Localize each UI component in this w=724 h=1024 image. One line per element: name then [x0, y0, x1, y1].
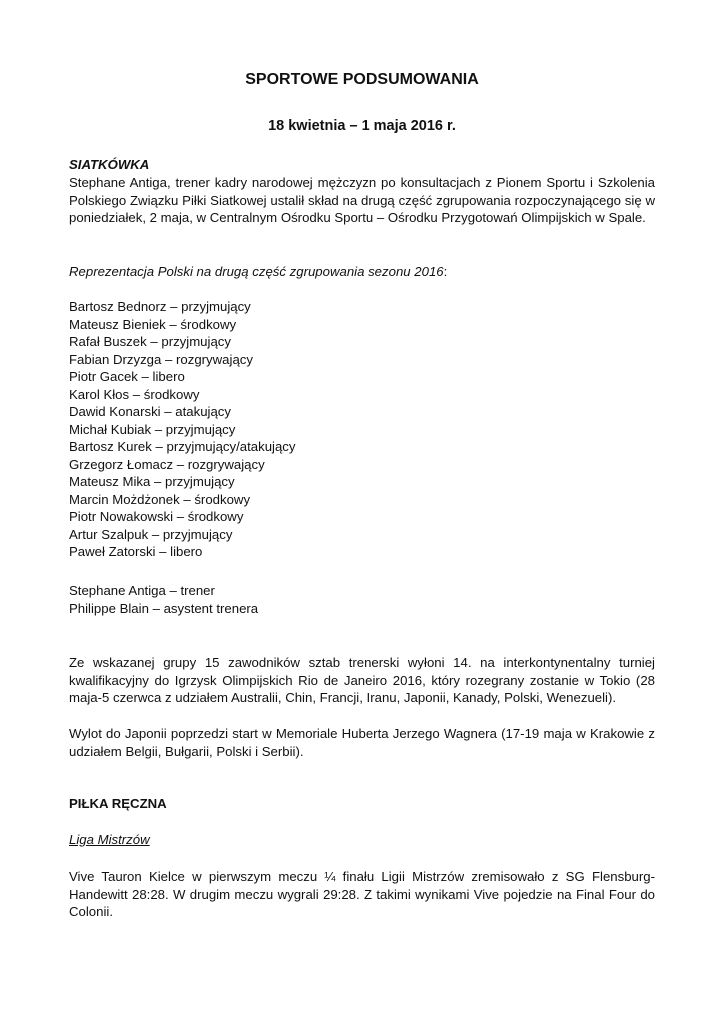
list-item: Artur Szalpuk – przyjmujący	[69, 526, 233, 542]
handball-paragraph: Vive Tauron Kielce w pierwszym meczu ¼ finału Ligii Mistrzów zremisowało z SG Flensburg-Handewitt 28:28. W drugim meczu wygrali 29:28. Z takimi wynikami Vive pojedzie na Final Four do Colonii.	[69, 869, 655, 919]
player-list	[69, 298, 295, 561]
date-range: 18 kwietnia – 1 maja 2016 r.	[268, 118, 456, 134]
section-heading-volleyball: SIATKÓWKA	[69, 157, 150, 172]
squad-heading-suffix: :	[443, 264, 448, 279]
list-item: Fabian Drzyzga – rozgrywający	[69, 351, 253, 367]
subsection-heading-champions-league: Liga Mistrzów	[69, 832, 150, 847]
list-item: Grzegorz Łomacz – rozgrywający	[69, 456, 265, 472]
list-item: Paweł Zatorski – libero	[69, 544, 203, 559]
list-item: Piotr Gacek – libero	[69, 369, 185, 384]
list-item: Michał Kubiak – przyjmujący	[69, 421, 236, 437]
qualification-paragraph: Ze wskazanej grupy 15 zawodników sztab trenerski wyłoni 14. na interkontynentalny turniej kwalifikacyjny do Igrzysk Olimpijskich Rio de Janeiro 2016, który rozegrany zostanie w Tokio (28 maja-5 czerwca z udziałem Australii, Chin, Francji, Iranu, Japonii, Kanady, Polski, Wenezueli).	[69, 655, 655, 705]
volleyball-intro-paragraph: Stephane Antiga, trener kadry narodowej mężczyzn po konsultacjach z Pionem Sportu i Szkolenia Polskiego Związku Piłki Siatkowej ustalił skład na drugą część zgrupowania rozpoczynającego się w poniedziałek, 2 maja, w Centralnym Ośrodku Sportu – Ośrodku Przygotowań Olimpijskich w Spale.	[69, 175, 655, 225]
list-item: Karol Kłos – środkowy	[69, 386, 200, 402]
memorial-paragraph: Wylot do Japonii poprzedzi start w Memoriale Huberta Jerzego Wagnera (17-19 maja w Krakowie z udziałem Belgii, Bułgarii, Polski i Serbii).	[69, 726, 655, 759]
list-item: Philippe Blain – asystent trenera	[69, 600, 259, 616]
staff-list	[69, 582, 258, 617]
list-item: Bartosz Kurek – przyjmujący/atakujący	[69, 439, 296, 454]
list-item: Marcin Możdżonek – środkowy	[69, 491, 251, 507]
list-item: Piotr Nowakowski – środkowy	[69, 509, 244, 524]
list-item: Mateusz Mika – przyjmujący	[69, 474, 235, 489]
section-heading-handball: PIŁKA RĘCZNA	[69, 796, 167, 811]
list-item: Mateusz Bieniek – środkowy	[69, 316, 237, 332]
list-item: Stephane Antiga – trener	[69, 583, 215, 598]
list-item: Bartosz Bednorz – przyjmujący	[69, 299, 251, 314]
list-item: Dawid Konarski – atakujący	[69, 404, 231, 419]
squad-heading	[69, 264, 447, 279]
squad-heading-text: Reprezentacja Polski na drugą część zgrupowania sezonu 2016	[69, 264, 444, 279]
page-title: SPORTOWE PODSUMOWANIA	[245, 71, 479, 88]
list-item: Rafał Buszek – przyjmujący	[69, 334, 231, 349]
